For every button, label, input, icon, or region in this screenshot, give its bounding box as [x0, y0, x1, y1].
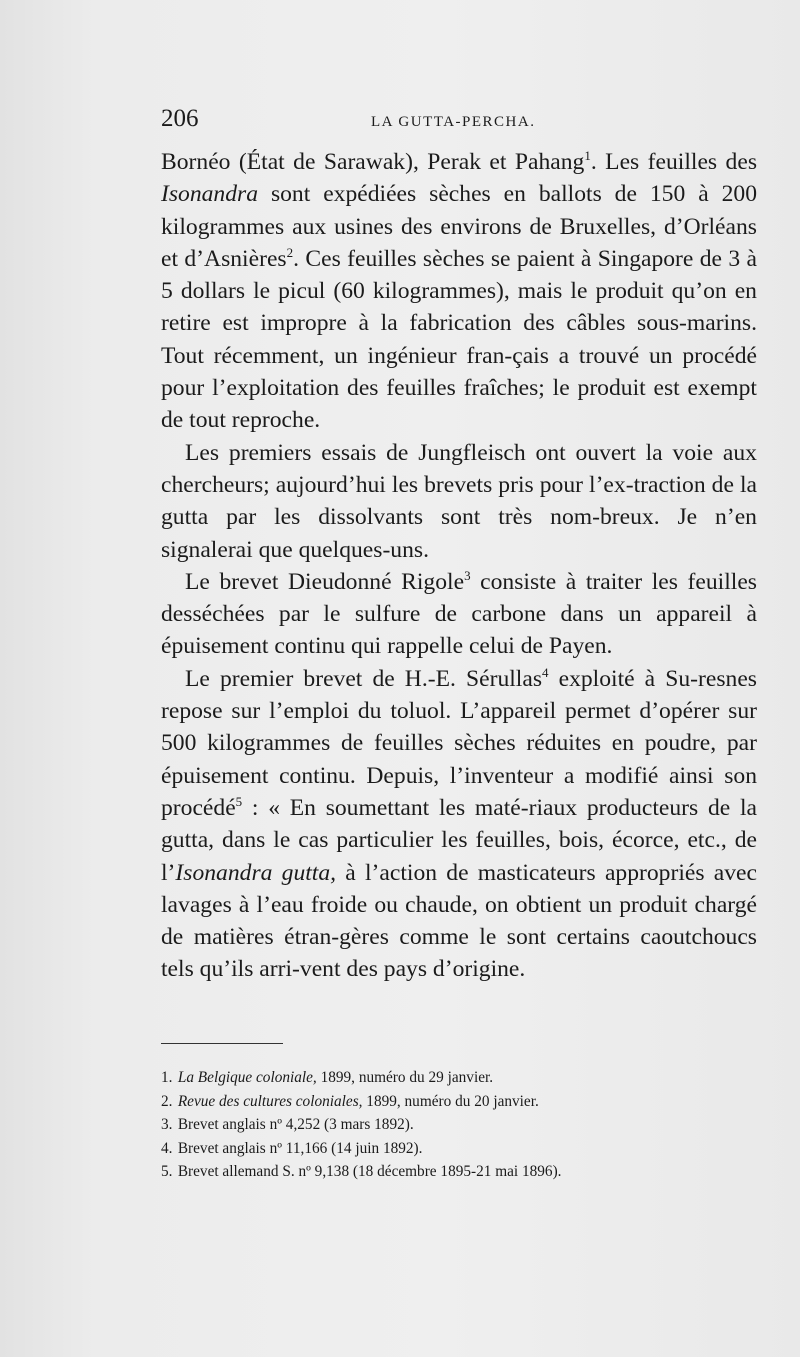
text-run: . Les feuilles: [590, 149, 718, 175]
text-run: en poudre, par épuisement continu. Depuis, l’inventeur a: [161, 730, 757, 789]
text-run: riaux producteurs de la gutta, dans le cas particulier les: [161, 794, 757, 854]
text-run: traction de la gutta par les dissolvants sont très nom-: [161, 471, 757, 531]
text-run: à l’action: [336, 859, 438, 886]
footnote-number: 4.: [161, 1139, 173, 1157]
text-run: des: [725, 149, 757, 175]
text-run: modifié ainsi son procédé: [161, 762, 757, 821]
text-run: appareil à épuisement continu qui rappelle celui de Payen.: [161, 601, 757, 660]
text-run: Les premiers essais de Jungfleisch ont ouvert la voie: [185, 439, 714, 466]
footnote-rule: [161, 1043, 283, 1044]
footnote-reference: 2: [286, 244, 294, 260]
text-run: aux chercheurs; aujourd’hui les brevets pris pour l’ex-: [161, 439, 757, 498]
text-run: d’opérer sur 500 kilogrammes de feuilles sèches réduites: [161, 698, 757, 757]
text-run: Brevet anglais nº 4,252 (3 mars 1892).: [177, 1116, 414, 1133]
text-run: le produit qu’on en retire est impropre à la fabrication des: [161, 278, 757, 337]
footnote-number: 3.: [161, 1116, 173, 1133]
text-run: Brevet allemand S. nº 9,138 (18 décembre 1895-21 mai 1896).: [177, 1163, 562, 1180]
text-run: 1899, numéro du 20 janvier.: [362, 1092, 539, 1110]
footnote-number: 5.: [161, 1163, 173, 1180]
text-run: Brevet anglais nº 11,166 (14 juin 1892).: [177, 1139, 423, 1157]
footnote-number: 2.: [161, 1092, 173, 1110]
paragraph: [161, 566, 757, 663]
footnote: [161, 1113, 757, 1137]
text-run: 1899, numéro du 29 janvier.: [316, 1069, 494, 1086]
text-run: feuilles desséchées par le sulfure de carbone dans un: [161, 568, 757, 628]
text-run: chaude, on obtient un produit chargé de matières étran-: [161, 891, 757, 951]
paragraph: [161, 663, 757, 986]
footnote: [161, 1066, 757, 1090]
footnote-reference: 3: [464, 567, 471, 583]
footnote: [161, 1090, 757, 1114]
text-run: çais a trouvé un procédé pour l’exploitation des feuilles: [161, 342, 757, 402]
paragraph: [161, 437, 757, 566]
text-run: : « En soumettant les maté-: [242, 794, 529, 821]
text-run: consiste à traiter les: [470, 568, 678, 595]
paragraph: [161, 146, 757, 437]
italic-text: Isonandra gutta,: [175, 859, 337, 886]
footnote: [161, 1160, 757, 1184]
footnote: [161, 1137, 757, 1161]
text-run: de masticateurs appropriés avec lavages à l’eau froide ou: [161, 859, 757, 918]
italic-text: Revue des cultures coloniales,: [177, 1092, 363, 1110]
text-run: Singapore de 3 à 5 dollars le picul (60 kilogrammes), mais: [161, 245, 757, 305]
text-run: breux. Je n’en signalerai que quelques-uns.: [161, 504, 757, 563]
text-run: sont expédiées sèches en ballots de 150 à: [258, 181, 709, 208]
italic-text: Isonandra: [161, 181, 259, 208]
text-run: Bornéo (État de Sarawak), Perak et Pahang: [161, 149, 585, 175]
footnote-number: 1.: [161, 1069, 173, 1086]
text-run: resnes repose sur l’emploi du toluol. L’appareil permet: [161, 665, 757, 725]
footnote-reference: 1: [584, 148, 591, 163]
italic-text: La Belgique coloniale,: [177, 1069, 317, 1086]
text-run: . Ces feuilles sèches se paient à: [293, 245, 592, 272]
footnote-reference: 4: [542, 664, 549, 680]
page-number: 206: [161, 105, 199, 132]
text-run: fraîches; le produit est exempt de tout reproche.: [161, 375, 757, 434]
text-run: 200 kilogrammes aux usines des environs de Bruxelles,: [161, 181, 757, 240]
text-run: vent des pays d’origine.: [299, 956, 526, 983]
text-run: d’Orléans et d’Asnières: [161, 213, 757, 272]
body-text: [161, 146, 757, 986]
text-run: Le premier brevet de H.-E. Sérullas: [185, 665, 543, 692]
text-run: feuilles, bois, écorce, etc., de l’: [161, 827, 758, 886]
footnotes: [161, 1066, 757, 1184]
text-run: exploité à Su-: [548, 665, 699, 692]
running-head: [161, 104, 757, 140]
text-run: Le brevet Dieudonné Rigole: [185, 568, 465, 595]
running-title: LA GUTTA-PERCHA.: [371, 114, 536, 130]
text-run: câbles sous-marins. Tout récemment, un ingénieur fran-: [161, 310, 757, 369]
text-run: gères comme le sont certains caoutchoucs tels qu’ils arri-: [161, 924, 757, 983]
footnote-reference: 5: [235, 793, 243, 809]
